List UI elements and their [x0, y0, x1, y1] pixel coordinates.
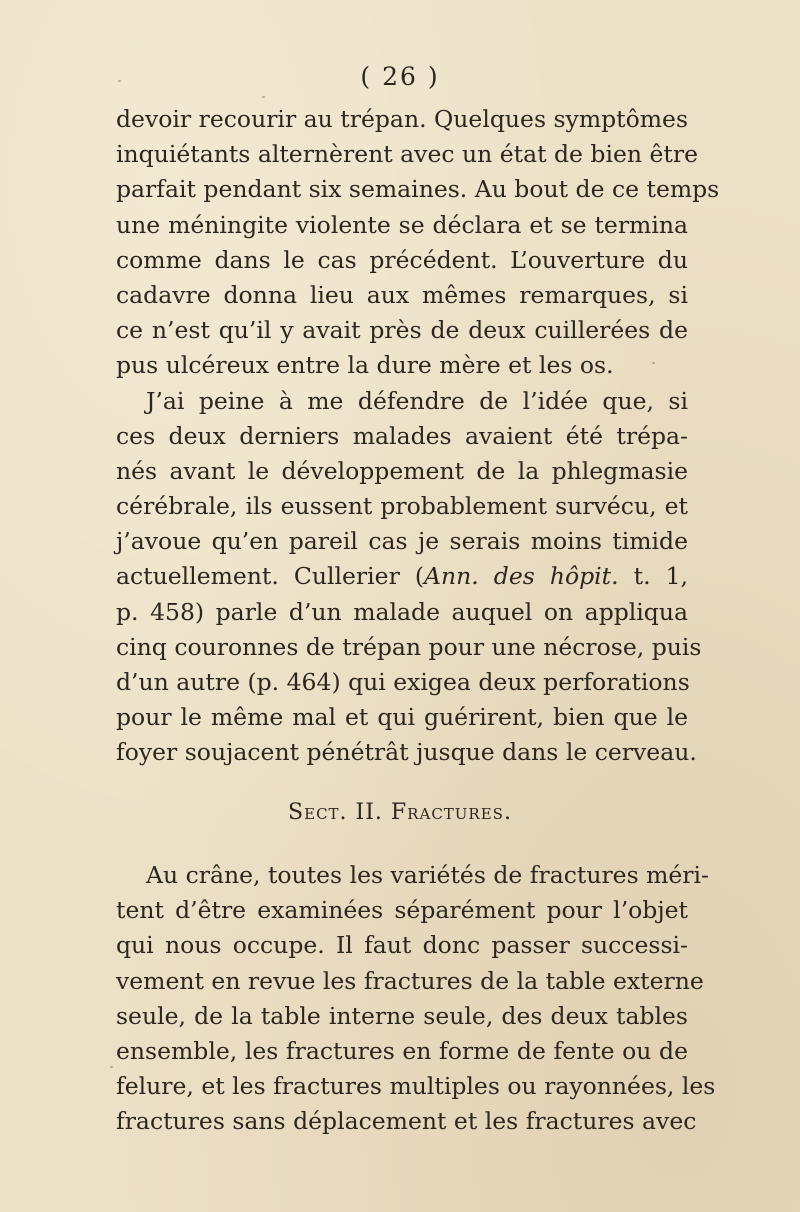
text-line-with-citation: [116, 559, 688, 594]
text-line: d’un autre (p. 464) qui exigea deux perforations: [116, 668, 690, 696]
text-line: cinq couronnes de trépan pour une nécrose, puis: [116, 632, 702, 661]
paragraph-3: [116, 858, 716, 1140]
paragraph-2: [116, 384, 702, 771]
paper-speck: [110, 1066, 113, 1068]
text-line: tent d’être examinées séparément pour l’objet: [116, 896, 688, 925]
text-line: seule, de la table interne seule, des deux tables: [116, 1001, 688, 1030]
text-line: cadavre donna lieu aux mêmes remarques, si: [116, 280, 688, 309]
text-line: p. 458) parle d’un malade auquel on appliqua: [116, 597, 688, 626]
text-line: cérébrale, ils eussent probablement survécu, et: [116, 492, 688, 521]
text-line: une méningite violente se déclara et se termina: [116, 210, 688, 239]
text-line: comme dans le cas précédent. L’ouverture du: [116, 245, 688, 274]
text-line: nés avant le développement de la phlegmasie: [116, 456, 688, 485]
text-line: inquiétants alternèrent avec un état de bien être: [116, 140, 698, 169]
text-line: ce n’est qu’il y avait près de deux cuillerées de: [116, 316, 688, 345]
section-number: Sect. II.: [288, 800, 383, 825]
text-line: fractures sans déplacement et les fractures avec: [116, 1107, 697, 1136]
citation-title: Ann. des hôpit.: [424, 562, 619, 591]
paragraph-1: [116, 102, 720, 384]
text-line: foyer soujacent pénétrât jusque dans le cerveau.: [116, 738, 697, 767]
text-line: J’ai peine à me défendre de l’idée que, si: [146, 386, 688, 415]
text-line: ensemble, les fractures en forme de fente ou de: [116, 1036, 688, 1065]
paper-speck: [118, 80, 121, 82]
text-line: parfait pendant six semaines. Au bout de ce temps: [116, 175, 720, 204]
text-run: actuellement. Cullerier (: [116, 562, 425, 591]
paper-speck: [262, 96, 265, 98]
text-line: devoir recourir au trépan. Quelques symptômes: [116, 105, 688, 133]
text-line: ces deux derniers malades avaient été trépa-: [116, 421, 688, 450]
section-title: Fractures.: [390, 800, 512, 825]
text-line: vement en revue les fractures de la table externe: [116, 966, 704, 995]
text-line: felure, et les fractures multiples ou rayonnées, les: [116, 1072, 716, 1101]
text-block-upper: [116, 102, 720, 771]
text-line: Au crâne, toutes les variétés de fractures méri-: [146, 861, 710, 889]
paper-speck: [652, 362, 655, 364]
text-line: pour le même mal et qui guérirent, bien que le: [116, 703, 688, 732]
page-number: ( 26 ): [360, 62, 440, 91]
text-run: t. 1,: [618, 562, 689, 591]
section-heading: [0, 800, 800, 825]
text-block-lower: [116, 858, 716, 1140]
text-line: j’avoue qu’en pareil cas je serais moins timide: [116, 527, 688, 556]
text-line: qui nous occupe. Il faut donc passer successi-: [116, 931, 688, 960]
text-line: pus ulcéreux entre la dure mère et les os.: [116, 351, 614, 380]
